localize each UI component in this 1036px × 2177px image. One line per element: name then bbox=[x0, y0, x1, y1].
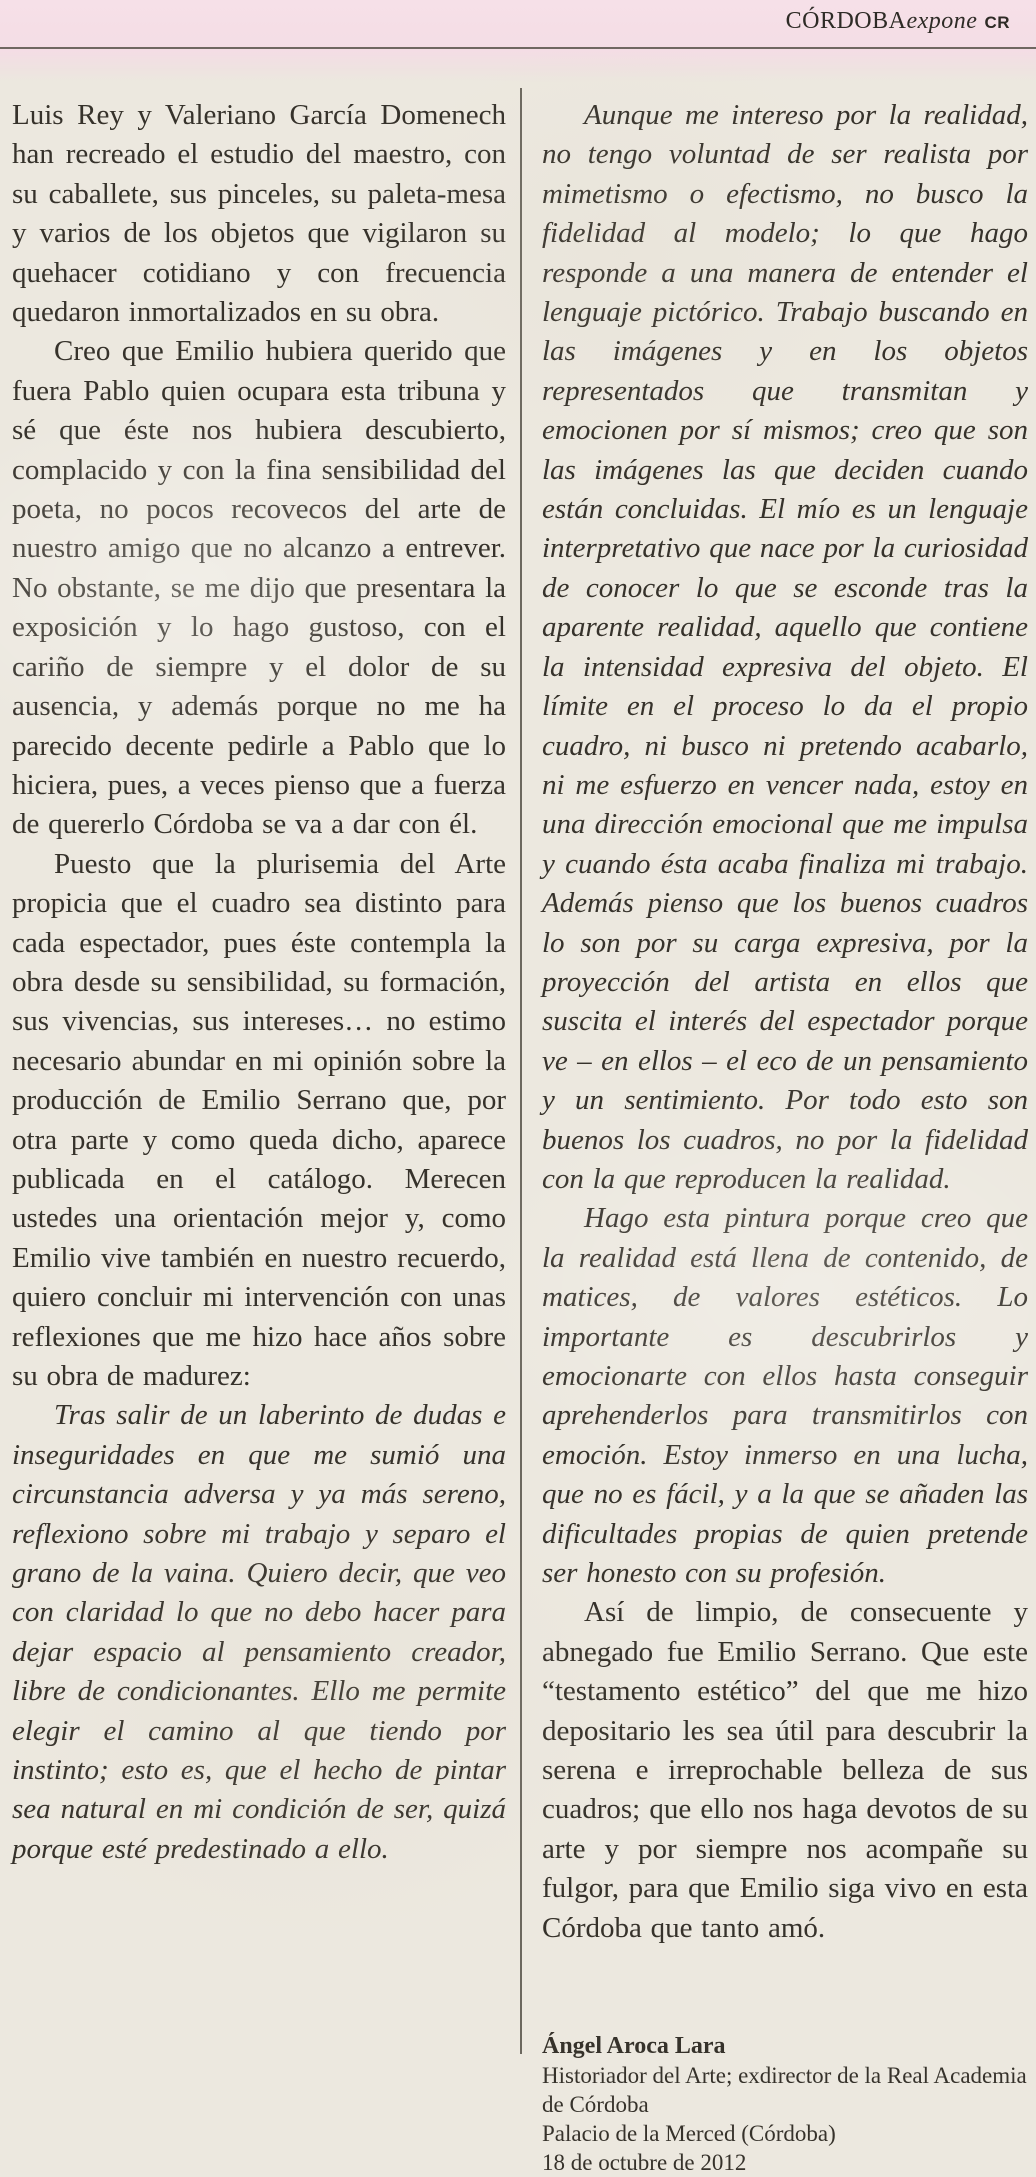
header-rule bbox=[0, 47, 1036, 49]
author-role: Historiador del Arte; exdirector de la Real Academia de Córdoba bbox=[542, 2063, 1027, 2118]
left-column bbox=[12, 96, 506, 1869]
magazine-header bbox=[786, 8, 1010, 35]
paragraph-puesto: Puesto que la plurisemia del Arte propicia que el cuadro sea distinto para cada espectador, pues éste contempla la obra desde su sensibilidad, su formación, sus vivencias, sus intereses… no estimo necesario abundar en mi opinión sobre la producción de Emilio Serrano que, por otra parte y como queda dicho, aparece publicada en el catálogo. Merecen ustedes una orientación mejor y, como Emilio vive también en nuestro recuerdo, quiero concluir mi intervención con unas reflexiones que me hizo hace años sobre su obra de madurez: bbox=[12, 847, 506, 1392]
author-name: Ángel Aroca Lara bbox=[542, 2033, 726, 2060]
brand-cordoba-text: CÓRDOBA bbox=[785, 8, 907, 34]
brand-cr-text: CR bbox=[984, 13, 1010, 32]
paragraph-asi-de-limpio: Así de limpio, de consecuente y abnegado fue Emilio Serrano. Que este “testamento estético” del que me hizo depositario les sea útil para descubrir la serena e irreprochable belleza de sus cuadros; que ello nos haga devotos de su arte y por siempre nos acompañe su fulgor, para que Emilio siga vivo en esta Córdoba que tanto amó. bbox=[542, 1596, 1028, 1944]
date: 18 de octubre de 2012 bbox=[542, 2150, 747, 2176]
paragraph-intro: Luis Rey y Valeriano García Domenech han recreado el estudio del maestro, con su caballete, sus pinceles, su paleta-mesa y varios de los objetos que vigilaron su quehacer cotidiano y con frecuencia quedaron inmortalizados en su obra. bbox=[12, 99, 506, 329]
column-divider bbox=[520, 88, 522, 2054]
signature-block bbox=[542, 2032, 1028, 2177]
paragraph-quote-aunque: Aunque me intereso por la realidad, no tengo voluntad de ser realista por mimetismo o efectismo, no busco la fidelidad al modelo; lo que hago responde a una manera de entender el lenguaje pictórico. Trabajo buscando en las imágenes y en los objetos representados que transmitan y emocionen por sí mismos; creo que son las imágenes las que deciden cuando están concluidas. El mío es un lenguaje interpretativo que nace por la curiosidad de conocer lo que se esconde tras la aparente realidad, aquello que contiene la intensidad expresiva del objeto. El límite en el proceso lo da el propio cuadro, ni busco ni pretendo acabarlo, ni me esfuerzo en vencer nada, estoy en una dirección emocional que me impulsa y cuando ésta acaba finaliza mi trabajo. Además pienso que los buenos cuadros lo son por su carga expresiva, por la proyección del artista en ellos que suscita el interés del espectador porque ve – en ellos – el eco de un pensamiento y un sentimiento. Por todo esto son buenos los cuadros, no por la fidelidad con la que reproducen la realidad. bbox=[542, 99, 1028, 1195]
paragraph-creo: Creo que Emilio hubiera querido que fuera Pablo quien ocupara esta tribuna y sé que éste nos hubiera descubierto, complacido y con la fina sensibilidad del poeta, no pocos recovecos del arte de nuestro amigo que no alcanzo a entrever. No obstante, se me dijo que presentara la exposición y lo hago gustoso, con el cariño de siempre y el dolor de su ausencia, y además porque no me ha parecido decente pedirle a Pablo que lo hiciera, pues, a veces pienso que a fuerza de quererlo Córdoba se va a dar con él. bbox=[12, 335, 506, 841]
brand-expone-text: expone bbox=[906, 8, 978, 34]
header-band bbox=[0, 0, 1036, 82]
right-column bbox=[542, 96, 1028, 2177]
venue: Palacio de la Merced (Córdoba) bbox=[542, 2121, 836, 2147]
paragraph-quote-hago: Hago esta pintura porque creo que la realidad está llena de contenido, de matices, de valores estéticos. Lo importante es descubrirlos y emocionarte con ellos hasta conseguir aprehenderlos para transmitirlos con emoción. Estoy inmerso en una lucha, que no es fácil, y a la que se añaden las dificultades propias de quien pretende ser honesto con su profesión. bbox=[542, 1202, 1028, 1590]
paragraph-quote-tras-salir: Tras salir de un laberinto de dudas e inseguridades en que me sumió una circunstancia adversa y ya más sereno, reflexiono sobre mi trabajo y separo el grano de la vaina. Quiero decir, que veo con claridad lo que no debo hacer para dejar espacio al pensamiento creador, libre de condicionantes. Ello me permite elegir el camino al que tiendo por instinto; esto es, que el hecho de pintar sea natural en mi condición de ser, quizá porque esté predestinado a ello. bbox=[12, 1399, 506, 1865]
